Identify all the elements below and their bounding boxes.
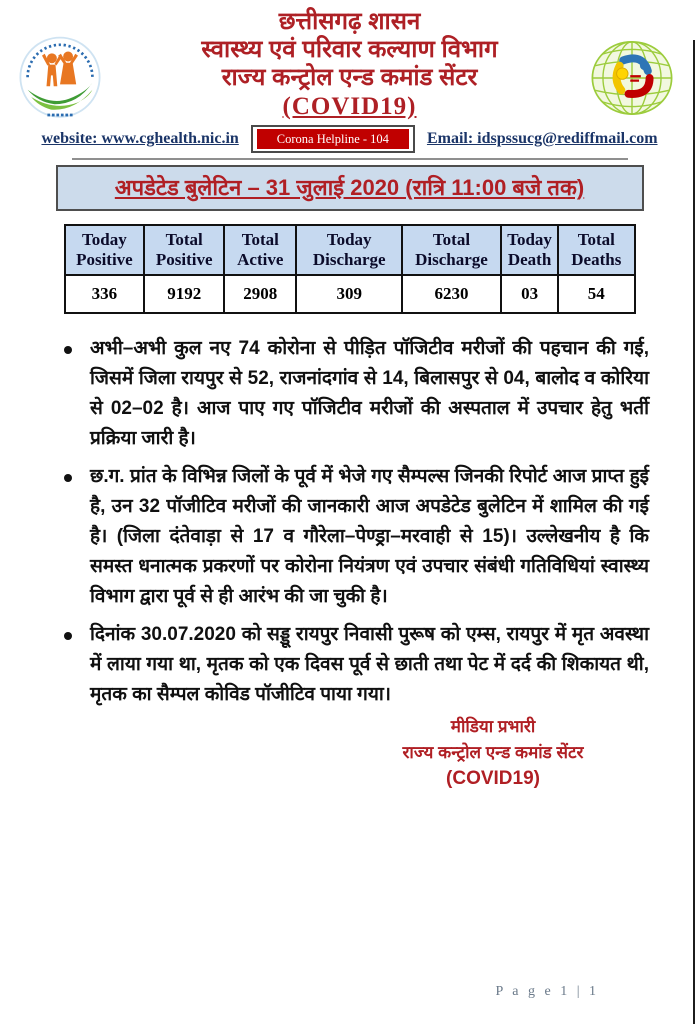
table-header-row	[65, 225, 635, 275]
email-link[interactable]: Email: idspssucg@rediffmail.com	[426, 130, 658, 147]
table-value-cell: 2908	[224, 275, 296, 313]
website-link[interactable]: website: www.cghealth.nic.in	[41, 130, 239, 147]
bullet-item	[62, 334, 649, 454]
table-header-cell: Total Discharge	[402, 225, 501, 275]
bullet-list	[62, 334, 649, 710]
signature-line: (COVID19)	[446, 768, 540, 789]
table-header-cell: Total Active	[224, 225, 296, 275]
bullet-item	[62, 620, 649, 710]
bullet-dot-icon	[64, 474, 72, 482]
idsp-globe-logo-icon	[587, 34, 677, 122]
document-header	[0, 0, 699, 160]
table-header-cell: Today Death	[501, 225, 558, 275]
signature-line: राज्य कन्ट्रोल एन्ड कमांड सेंटर	[402, 743, 584, 762]
table-value-cell: 03	[501, 275, 558, 313]
scan-edge-artifact	[693, 40, 695, 1024]
header-title-line-3: राज्य कन्ट्रोल एन्ड कमांड सेंटर	[221, 64, 478, 91]
signature-line: मीडिया प्रभारी	[450, 717, 536, 736]
bullet-text: दिनांक 30.07.2020 को सड्डू रायपुर निवासी पुरूष को एम्स, रायपुर में मृत अवस्था में लाया गया था, मृतक को एक दिवस पूर्व से छाती तथा पेट में दर्द की शिकायत थी, मृतक का सैम्पल कोविड पॉजीटिव पाया गया।	[90, 624, 649, 705]
table-header-cell: Total Deaths	[558, 225, 634, 275]
table-header-cell: Total Positive	[144, 225, 224, 275]
helpline-badge	[251, 125, 415, 153]
bullet-item	[62, 462, 649, 612]
table-header-cell: Today Positive	[65, 225, 145, 275]
bulletin-title: अपडेटेड बुलेटिन – 31 जुलाई 2020 (रात्रि 11:00 बजे तक)	[114, 175, 585, 200]
header-divider	[72, 158, 628, 160]
table-value-cell: 309	[296, 275, 401, 313]
bullet-text: अभी–अभी कुल नए 74 कोरोना से पीड़ित पॉजिटीव मरीजों की पहचान की गई, जिसमें जिला रायपुर से 52, राजनांदगांव से 14, बिलासपुर से 04, बालोद व कोरिया से 02–02 है। आज पाए गए पॉजिटीव मरीजों की अस्पताल में उपचार हेतु भर्ती प्रक्रिया जारी है।	[90, 338, 649, 449]
contact-row	[0, 122, 699, 156]
table-value-cell: 54	[558, 275, 634, 313]
header-title-line-2: स्वास्थ्य एवं परिवार कल्याण विभाग	[201, 36, 498, 63]
table-value-cell: 9192	[144, 275, 224, 313]
bullet-text: छ.ग. प्रांत के विभिन्न जिलों के पूर्व में भेजे गए सैम्पल्स जिनकी रिपोर्ट आज प्राप्त हुई है, उन 32 पॉजीटिव मरीजों की जानकारी आज अपडेटेड बुलेटिन में शामिल की गई है। (जिला दंतेवाड़ा से 17 व गौरेला–पेण्ड्रा–मरवाही से 15)। उल्लेखनीय है कि समस्त धनात्मक प्रकरणों पर कोरोना नियंत्रण एवं उपचार संबंधी गतिविधियां स्वास्थ्य विभाग द्वारा पूर्व से ही आरंभ की जा चुकी है।	[90, 466, 649, 607]
covid19-label: (COVID19)	[282, 93, 417, 120]
bullet-dot-icon	[64, 346, 72, 354]
bulletin-title-box	[56, 165, 644, 211]
health-mission-logo-icon	[14, 34, 106, 124]
table-value-cell: 336	[65, 275, 145, 313]
header-title-line-1: छत्तीसगढ़ शासन	[278, 8, 421, 35]
table-value-cell: 6230	[402, 275, 501, 313]
covid-stats-table	[64, 224, 636, 314]
helpline-badge-label: Corona Helpline - 104	[257, 129, 409, 149]
bullet-dot-icon	[64, 632, 72, 640]
signature-block	[345, 714, 641, 792]
table-value-row	[65, 275, 635, 313]
page-number: P a g e 1 | 1	[495, 984, 599, 999]
table-header-cell: Today Discharge	[296, 225, 401, 275]
